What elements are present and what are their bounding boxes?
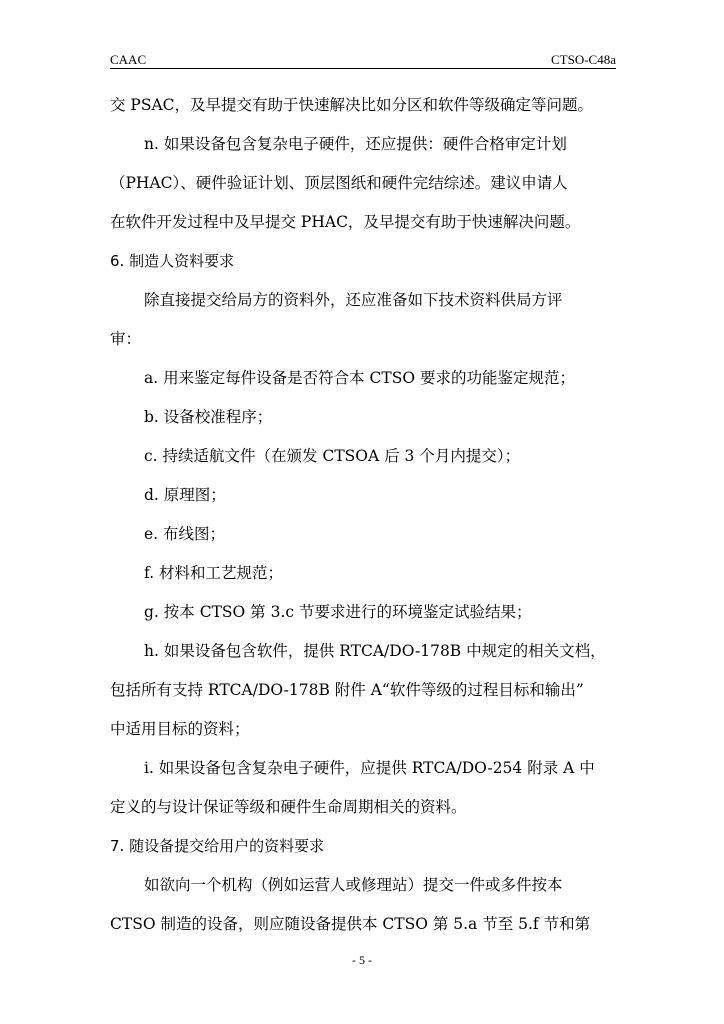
paragraph-line: 审： bbox=[110, 330, 142, 348]
list-item: d. 原理图； bbox=[144, 486, 226, 504]
paragraph-line: 如欲向一个机构（例如运营人或修理站）提交一件或多件按本 bbox=[144, 876, 563, 894]
section-heading: 7. 随设备提交给用户的资料要求 bbox=[110, 837, 325, 855]
list-item: h. 如果设备包含软件，提供 RTCA/DO-178B 中规定的相关文档， bbox=[144, 642, 606, 660]
list-item: e. 布线图； bbox=[144, 525, 226, 543]
paragraph-line: 交 PSAC，及早提交有助于快速解决比如分区和软件等级确定等问题。 bbox=[110, 96, 594, 114]
document-body bbox=[110, 86, 614, 944]
header-left: CAAC bbox=[110, 52, 147, 67]
list-item: g. 按本 CTSO 第 3.c 节要求进行的环境鉴定试验结果； bbox=[144, 603, 532, 621]
paragraph-line: 包括所有支持 RTCA/DO-178B 附件 A“软件等级的过程目标和输出” bbox=[110, 681, 584, 699]
list-item: c. 持续适航文件（在颁发 CTSOA 后 3 个月内提交）； bbox=[144, 447, 521, 465]
paragraph-line: 中适用目标的资料； bbox=[110, 720, 250, 738]
paragraph-line: 在软件开发过程中及早提交 PHAC，及早提交有助于快速解决问题。 bbox=[110, 213, 581, 231]
list-item: i. 如果设备包含复杂电子硬件，应提供 RTCA/DO-254 附录 A 中 bbox=[144, 759, 595, 777]
paragraph-line: 定义的与设计保证等级和硬件生命周期相关的资料。 bbox=[110, 798, 467, 816]
page-header bbox=[110, 52, 616, 69]
paragraph-line: CTSO 制造的设备，则应随设备提供本 CTSO 第 5.a 节至 5.f 节和第 bbox=[110, 915, 591, 933]
section-heading: 6. 制造人资料要求 bbox=[110, 252, 235, 270]
list-item: b. 设备校准程序； bbox=[144, 408, 273, 426]
paragraph-line: n. 如果设备包含复杂电子硬件，还应提供：硬件合格审定计划 bbox=[144, 135, 567, 153]
header-right: CTSO-C48a bbox=[551, 52, 616, 67]
page-number: - 5 - bbox=[352, 953, 372, 967]
list-item: f. 材料和工艺规范； bbox=[144, 564, 284, 582]
paragraph-line: （PHAC）、硬件验证计划、顶层图纸和硬件完结综述。建议申请人 bbox=[110, 174, 568, 192]
list-item: a. 用来鉴定每件设备是否符合本 CTSO 要求的功能鉴定规范； bbox=[144, 369, 575, 387]
paragraph-line: 除直接提交给局方的资料外，还应准备如下技术资料供局方评 bbox=[144, 291, 563, 309]
